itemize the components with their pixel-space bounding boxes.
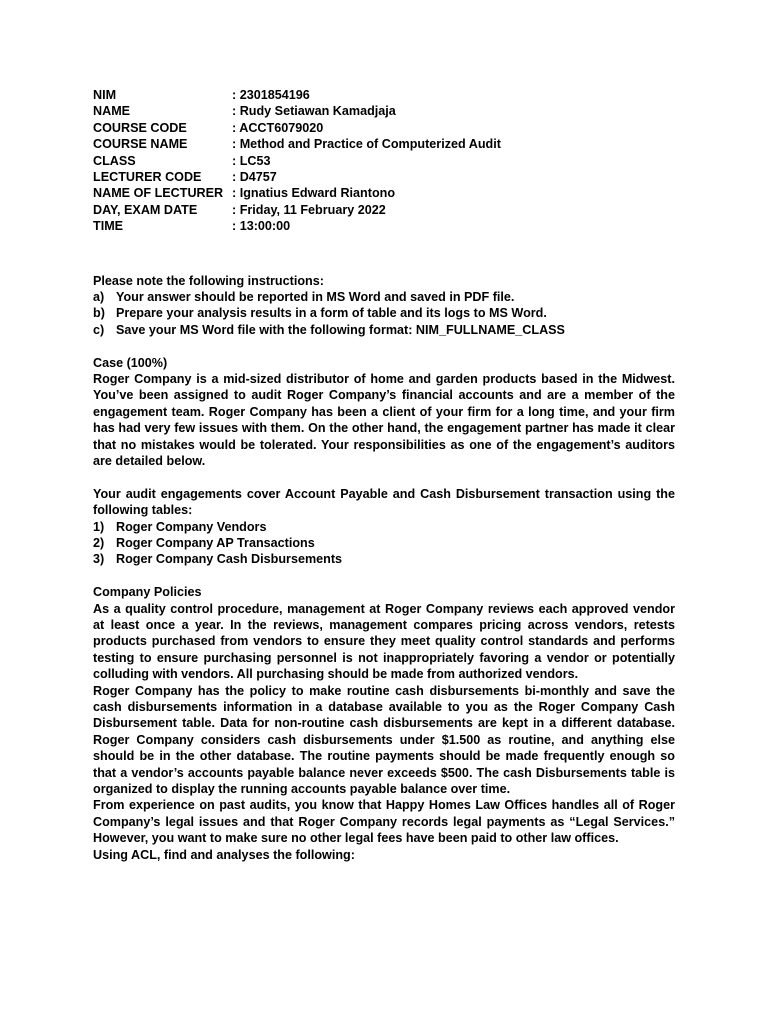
list-item xyxy=(93,551,675,567)
list-marker: c) xyxy=(93,322,105,337)
list-text: Roger Company AP Transactions xyxy=(116,535,315,550)
header-value: : Friday, 11 February 2022 xyxy=(232,202,386,217)
header-row-class xyxy=(93,153,675,169)
header-value: : Ignatius Edward Riantono xyxy=(232,186,396,201)
header-row-time xyxy=(93,218,675,234)
header-key: TIME xyxy=(93,219,124,234)
header-block xyxy=(93,87,675,235)
header-value: : Rudy Setiawan Kamadjaja xyxy=(232,104,396,119)
header-row-name xyxy=(93,103,675,119)
engagement-paragraph: Your audit engagements cover Account Payable and Cash Disbursement transaction using the following tables: xyxy=(93,486,675,518)
list-item xyxy=(93,289,675,305)
document-page xyxy=(93,87,675,863)
list-item xyxy=(93,535,675,551)
case-section xyxy=(93,355,675,470)
header-key: COURSE NAME xyxy=(93,137,188,152)
list-marker: a) xyxy=(93,289,105,304)
list-text: Prepare your analysis results in a form of table and its logs to MS Word. xyxy=(116,306,547,321)
header-value: : 13:00:00 xyxy=(232,219,291,234)
policies-paragraph-4: Using ACL, find and analyses the following: xyxy=(93,847,355,862)
header-key: DAY, EXAM DATE xyxy=(93,202,198,217)
list-text: Roger Company Vendors xyxy=(116,519,267,534)
policies-heading: Company Policies xyxy=(93,585,202,600)
header-value: : D4757 xyxy=(232,169,277,184)
header-row-exam-date xyxy=(93,202,675,218)
header-key: COURSE CODE xyxy=(93,120,187,135)
list-text: Roger Company Cash Disbursements xyxy=(116,552,343,567)
instructions-section xyxy=(93,273,675,339)
engagement-section xyxy=(93,486,675,568)
instructions-intro: Please note the following instructions: xyxy=(93,273,324,288)
header-row-lecturer-code xyxy=(93,169,675,185)
header-value: : ACCT6079020 xyxy=(232,120,324,135)
list-item xyxy=(93,305,675,321)
list-marker: 3) xyxy=(93,552,105,567)
header-value: : LC53 xyxy=(232,153,271,168)
header-key: NAME xyxy=(93,104,131,119)
header-value: : Method and Practice of Computerized Audit xyxy=(232,137,501,152)
list-text: Save your MS Word file with the following format: NIM_FULLNAME_CLASS xyxy=(116,322,565,337)
policies-paragraph-3: From experience on past audits, you know that Happy Homes Law Offices handles all of Roger Company’s legal issues and that Roger Company records legal payments as “Legal Services.” However, you want to make sure no other legal fees have been paid to other law offices. xyxy=(93,798,675,846)
list-text: Your answer should be reported in MS Word and saved in PDF file. xyxy=(116,289,515,304)
list-item xyxy=(93,322,675,338)
list-marker: b) xyxy=(93,306,105,321)
case-heading: Case (100%) xyxy=(93,355,168,370)
header-key: NIM xyxy=(93,88,117,102)
header-row-course-name xyxy=(93,136,675,152)
policies-section xyxy=(93,584,675,863)
header-row-course-code xyxy=(93,120,675,136)
header-key: NAME OF LECTURER xyxy=(93,186,224,201)
header-key: CLASS xyxy=(93,153,136,168)
header-row-nim xyxy=(93,87,675,103)
list-marker: 1) xyxy=(93,519,105,534)
header-key: LECTURER CODE xyxy=(93,169,202,184)
case-paragraph: Roger Company is a mid-sized distributor of home and garden products based in the Midwest. You’ve been assigned to audit Roger Company’s financial accounts and are a member of the engagement team. Roger Company has been a client of your firm for a long time, and your firm has had very few issues with them. On the other hand, the engagement partner has made it clear that no mistakes would be tolerated. Your responsibilities as one of the engagement’s auditors are detailed below. xyxy=(93,371,675,468)
list-item xyxy=(93,519,675,535)
policies-paragraph-2: Roger Company has the policy to make routine cash disbursements bi-monthly and save the cash disbursements information in a database available to you as the Roger Company Cash Disbursement table. Data for non-routine cash disbursements are kept in a different database. Roger Company considers cash disbursements under $1.500 as routine, and anything else should be in the other database. The routine payments should be made frequently enough so that a vendor’s accounts payable balance never exceeds $500. The cash Disbursements table is organized to display the running accounts payable balance over time. xyxy=(93,683,675,797)
header-row-lecturer-name xyxy=(93,185,675,201)
list-marker: 2) xyxy=(93,535,105,550)
policies-paragraph-1: As a quality control procedure, management at Roger Company reviews each approved vendor at least once a year. In the reviews, management compares pricing across vendors, retests products purchased from vendors to ensure they meet quality control standards and performs testing to ensure purchasing personnel is not inappropriately favoring a vendor or potentially colluding with vendors. All purchasing should be made from authorized vendors. xyxy=(93,601,675,682)
header-value: : 2301854196 xyxy=(232,88,310,102)
